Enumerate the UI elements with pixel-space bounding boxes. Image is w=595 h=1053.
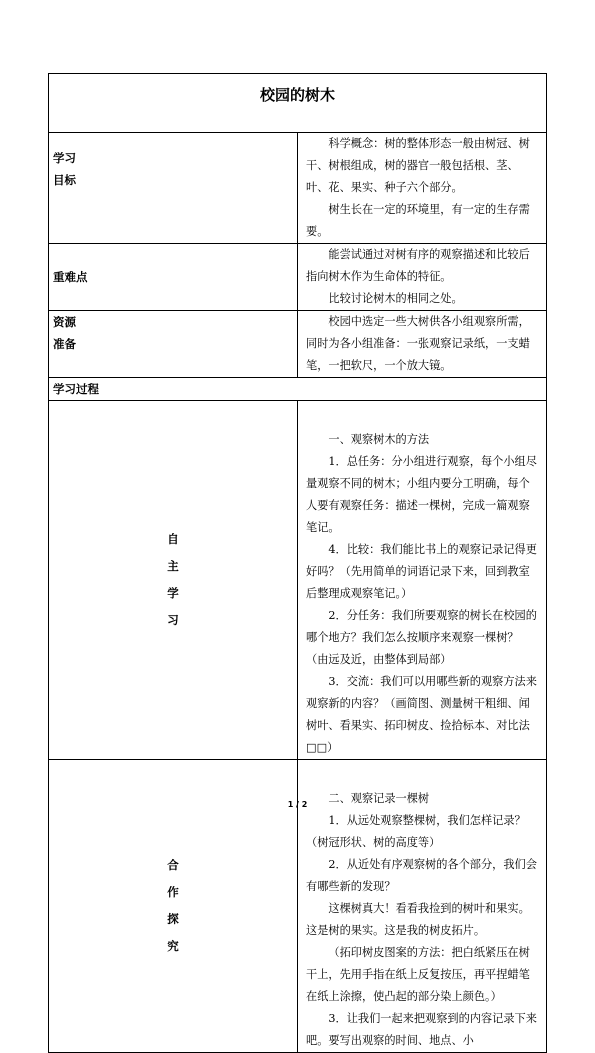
self-study-label-char: 学: [167, 586, 179, 600]
resource-content: [298, 311, 547, 378]
self-study-line: 4．比较：我们能比书上的观察记录记得更好吗？（先用简单的词语记录下来，回到教室后整理成观察笔记。）: [306, 543, 537, 600]
goal-line: 科学概念：树的整体形态一般由树冠、树干、树根组成，树的器官一般包括根、茎、叶、花、果实、种子六个部分。: [306, 137, 530, 194]
title-row: [49, 74, 547, 133]
process-label: 学习过程: [49, 378, 547, 401]
resource-row: [49, 311, 547, 378]
lesson-plan-sheet: [48, 73, 547, 1053]
self-study-content: [298, 401, 547, 760]
goal-row: [49, 133, 547, 244]
self-study-label-char: 习: [167, 613, 179, 627]
page-title: 校园的树木: [49, 74, 547, 133]
page-number: 1 / 2: [287, 800, 308, 809]
key-line: 比较讨论树木的相同之处。: [328, 292, 463, 305]
resource-label-bottom: 准备: [53, 337, 76, 351]
coop-line: 3．让我们一起来把观察到的内容记录下来吧。要写出观察的时间、地点、小: [306, 1012, 537, 1047]
self-study-line: 1．总任务：分小组进行观察，每个小组尽量观察不同的树木；小组内要分工明确，每个人要有观察任务：描述一棵树，完成一篇观察笔记。: [306, 455, 537, 534]
self-study-line: 3．交流：我们可以用哪些新的观察方法来观察新的内容？（画简图、测量树干粗细、闻树叶、看果实、拓印树皮、捡拾标本、对比法□□）: [306, 675, 537, 754]
goal-label-bottom: 目标: [53, 173, 76, 187]
coop-line: 二、观察记录一棵树: [328, 792, 430, 805]
resource-label-top: 资源: [53, 315, 76, 329]
key-line: 能尝试通过对树有序的观察描述和比较后指向树木作为生命体的特征。: [306, 248, 530, 283]
process-row: [49, 378, 547, 401]
resource-label: [49, 311, 298, 378]
self-study-label: [49, 401, 298, 760]
self-study-label-char: 主: [167, 559, 179, 573]
coop-line: 2．从近处有序观察树的各个部分，我们会有哪些新的发现？: [306, 858, 537, 893]
goal-label: [49, 133, 298, 244]
coop-line: 这棵树真大！看看我捡到的树叶和果实。这是树的果实。这是我的树皮拓片。: [306, 902, 530, 937]
self-study-line: 一、观察树木的方法: [328, 433, 430, 446]
coop-line: （拓印树皮图案的方法：把白纸紧压在树干上，先用手指在纸上反复按压，再平捏蜡笔在纸上涂擦，使凸起的部分染上颜色。）: [306, 946, 530, 1003]
resource-line: 校园中选定一些大树供各小组观察所需，同时为各小组准备：一张观察记录纸，一支蜡笔，一把软尺，一个放大镜。: [306, 315, 530, 372]
key-content: [298, 244, 547, 311]
self-study-label-char: 自: [167, 532, 179, 546]
goal-content: [298, 133, 547, 244]
key-row: [49, 244, 547, 311]
lesson-plan-table: [48, 73, 547, 1053]
key-label: 重难点: [49, 244, 298, 311]
self-study-line: 2．分任务：我们所要观察的树长在校园的哪个地方？我们怎么按顺序来观察一棵树？（由远及近，由整体到局部）: [306, 609, 537, 666]
coop-line: 1．从远处观察整棵树，我们怎样记录？（树冠形状、树的高度等）: [306, 814, 526, 849]
goal-line: 树生长在一定的环境里，有一定的生存需要。: [306, 203, 530, 238]
goal-label-top: 学习: [53, 151, 76, 165]
self-study-row: [49, 401, 547, 760]
coop-label-char: 作: [167, 885, 179, 899]
coop-label-char: 探: [167, 912, 179, 926]
coop-label-char: 合: [167, 858, 179, 872]
coop-label-char: 究: [167, 939, 179, 953]
